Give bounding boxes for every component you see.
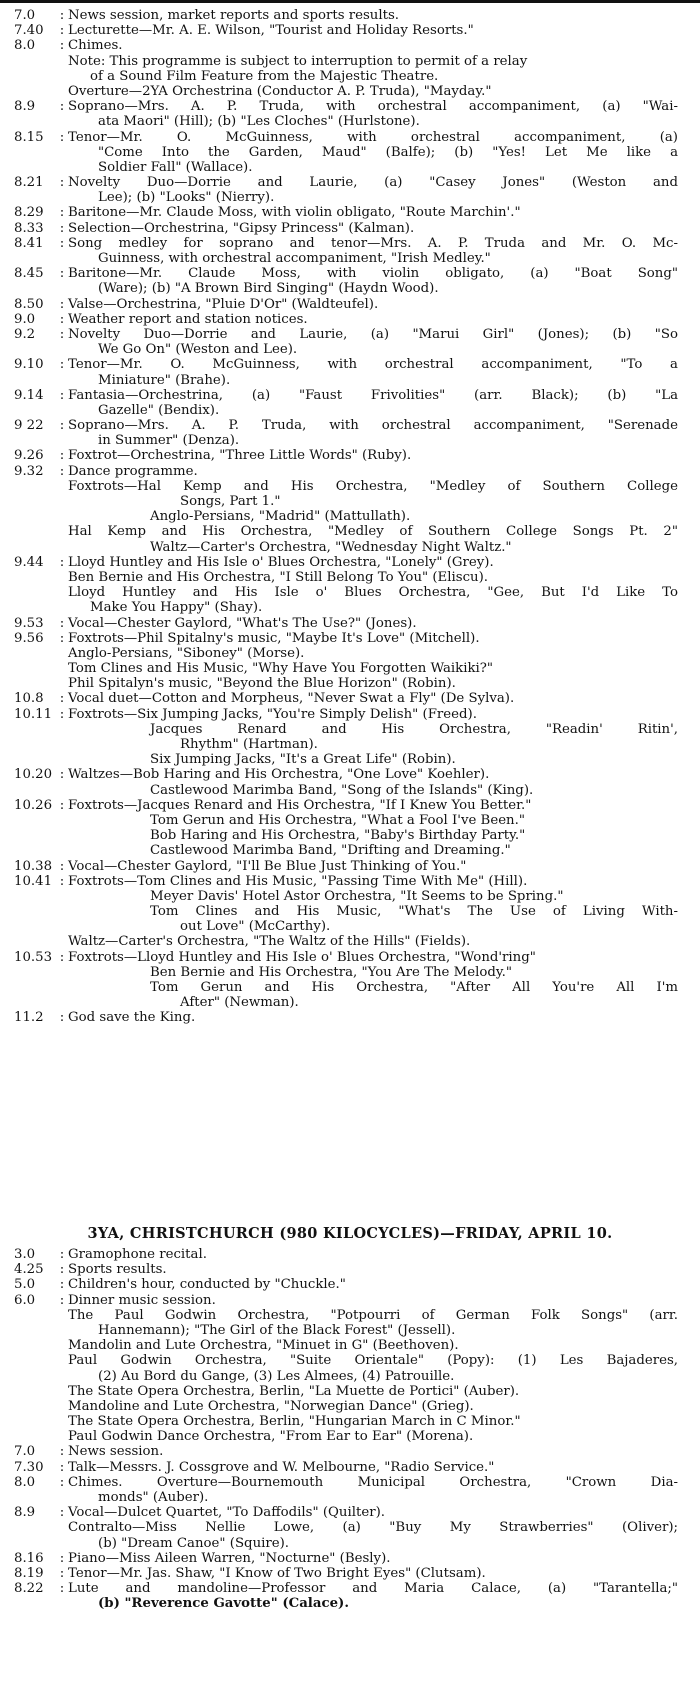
programme-line: [0, 1353, 700, 1368]
programme-line: [0, 1566, 700, 1581]
programme-text: Soldier Fall" (Wallace).: [98, 159, 253, 175]
programme-text: Songs, Part 1.": [180, 494, 281, 509]
programme-line: [0, 1505, 700, 1520]
programme-text: Foxtrots—Six Jumping Jacks, "You're Simply Delish" (Freed).: [68, 706, 477, 722]
time-separator: :: [59, 691, 65, 707]
time-label: 9.10: [14, 357, 44, 373]
programme-text: Hal Kemp and His Orchestra, "Medley of Southern College Songs Pt. 2": [68, 524, 678, 540]
time-separator: :: [59, 175, 65, 191]
programme-line: [0, 175, 700, 190]
programme-text: Lee); (b) "Looks" (Nierry).: [98, 190, 275, 206]
programme-line: [0, 524, 700, 539]
programme-line: [0, 494, 700, 509]
time-label: 10.26: [14, 797, 53, 813]
time-label: 9.2: [14, 326, 36, 342]
programme-line: [0, 1010, 700, 1025]
programme-text: (b) "Dream Canoe" (Squire).: [98, 1535, 290, 1551]
programme-text: Tenor—Mr. O. McGuinness, with orchestral accompaniment, (a): [68, 129, 678, 145]
programme-text: Foxtrot—Orchestrina, "Three Little Words" (Ruby).: [68, 448, 412, 464]
time-label: 10.20: [14, 767, 53, 783]
programme-text: Tenor—Mr. Jas. Shaw, "I Know of Two Bright Eyes" (Clutsam).: [68, 1565, 486, 1581]
time-label: 10.11: [14, 706, 53, 722]
programme-line: [0, 342, 700, 357]
programme-text: We Go On" (Weston and Lee).: [98, 342, 298, 358]
programme-text: Chimes. Overture—Bournemouth Municipal Orchestra, "Crown Dia-: [68, 1474, 678, 1490]
programme-text: Talk—Messrs. J. Cossgrove and W. Melbourne, "Radio Service.": [68, 1459, 495, 1475]
programme-text: Foxtrots—Hal Kemp and His Orchestra, "Medley of Southern College: [68, 478, 678, 494]
time-label: 8.45: [14, 266, 44, 282]
programme-text: Tom Clines and His Music, "Why Have You Forgotten Waikiki?": [68, 661, 494, 677]
time-label: 8.22: [14, 1581, 44, 1597]
programme-text: Baritone—Mr. Claude Moss, with violin obligato, (a) "Boat Song": [68, 266, 678, 282]
programme-line: [0, 251, 700, 266]
time-label: 8.16: [14, 1550, 44, 1566]
time-separator: :: [59, 1444, 65, 1460]
programme-text: Waltz—Carter's Orchestra, "Wednesday Night Waltz.": [150, 539, 512, 555]
time-label: 11.2: [14, 1010, 44, 1026]
programme-line: [0, 570, 700, 585]
time-label: 7.30: [14, 1459, 44, 1475]
time-separator: :: [59, 1292, 65, 1308]
programme-text: Dance programme.: [68, 463, 198, 479]
programme-text: Mandoline and Lute Orchestra, "Norwegian Dance" (Grieg).: [68, 1398, 474, 1414]
programme-text: Fantasia—Orchestrina, (a) "Faust Frivolities" (arr. Black); (b) "La: [68, 387, 678, 403]
programme-line: [0, 676, 700, 691]
time-label: 10.53: [14, 949, 53, 965]
programme-text: Weather report and station notices.: [68, 311, 308, 327]
programme-line: [0, 661, 700, 676]
programme-line: [0, 479, 700, 494]
time-separator: :: [59, 630, 65, 646]
time-separator: :: [59, 205, 65, 221]
programme-line: [0, 99, 700, 114]
time-label: 8.15: [14, 129, 44, 145]
time-separator: :: [59, 1565, 65, 1581]
programme-line: [0, 1399, 700, 1414]
time-label: 6.0: [14, 1292, 36, 1308]
programme-text: God save the King.: [68, 1010, 196, 1026]
time-separator: :: [59, 949, 65, 965]
programme-text: (Ware); (b) "A Brown Bird Singing" (Haydn Wood).: [98, 281, 439, 297]
programme-line: [0, 1551, 700, 1566]
christchurch-programme-section: [0, 1247, 700, 1612]
programme-line: [0, 509, 700, 524]
time-label: 9.44: [14, 554, 44, 570]
time-label: 9.53: [14, 615, 44, 631]
programme-line: [0, 1490, 700, 1505]
programme-line: [0, 555, 700, 570]
programme-text: Phil Spitalyn's music, "Beyond the Blue Horizon" (Robin).: [68, 676, 456, 692]
time-label: 7.40: [14, 23, 44, 39]
time-separator: :: [59, 418, 65, 434]
time-separator: :: [59, 858, 65, 874]
time-separator: :: [59, 38, 65, 54]
programme-line: [0, 312, 700, 327]
time-label: 8.19: [14, 1565, 44, 1581]
time-separator: :: [59, 296, 65, 312]
programme-line: [0, 1247, 700, 1262]
time-label: 8.41: [14, 235, 44, 251]
programme-text: Vocal—Dulcet Quartet, "To Daffodils" (Quilter).: [68, 1505, 385, 1521]
programme-line: [0, 23, 700, 38]
programme-line: [0, 859, 700, 874]
programme-text: After" (Newman).: [180, 995, 299, 1011]
time-label: 9.26: [14, 448, 44, 464]
time-separator: :: [59, 326, 65, 342]
programme-line: [0, 980, 700, 995]
time-label: 8.50: [14, 296, 44, 312]
time-separator: :: [59, 1277, 65, 1293]
programme-line: [0, 297, 700, 312]
programme-text: Mandolin and Lute Orchestra, "Minuet in G" (Beethoven).: [68, 1338, 459, 1354]
programme-text: Hannemann); "The Girl of the Black Forest" (Jessell).: [98, 1322, 456, 1338]
programme-line: [0, 1262, 700, 1277]
programme-line: [0, 646, 700, 661]
programme-text: Chimes.: [68, 38, 123, 54]
time-separator: :: [59, 1505, 65, 1521]
programme-text: Vocal—Chester Gaylord, "What's The Use?" (Jones).: [68, 615, 417, 631]
programme-text: Foxtrots—Lloyd Huntley and His Isle o' Blues Orchestra, "Wond'ring": [68, 949, 536, 965]
programme-text: ata Maori" (Hill); (b) "Les Cloches" (Hurlstone).: [98, 114, 420, 130]
programme-line: [0, 145, 700, 160]
programme-line: [0, 904, 700, 919]
programme-text: monds" (Auber).: [98, 1490, 209, 1505]
programme-line: [0, 1444, 700, 1459]
programme-text: Rhythm" (Hartman).: [180, 737, 318, 752]
programme-line: [0, 1536, 700, 1551]
programme-line: [0, 1369, 700, 1384]
programme-text: Foxtrots—Jacques Renard and His Orchestra, "If I Knew You Better.": [68, 797, 532, 813]
programme-text: Waltzes—Bob Haring and His Orchestra, "One Love" Koehler).: [68, 767, 490, 783]
time-separator: :: [59, 311, 65, 327]
programme-line: [0, 934, 700, 949]
time-label: 4.25: [14, 1262, 44, 1278]
programme-text: Ben Bernie and His Orchestra, "I Still Belong To You" (Eliscu).: [68, 569, 488, 585]
programme-line: [0, 281, 700, 296]
time-label: 10.38: [14, 858, 53, 874]
wellington-programme-section: [0, 8, 700, 1026]
time-label: 8.21: [14, 175, 44, 191]
time-separator: :: [59, 266, 65, 282]
time-separator: :: [59, 220, 65, 236]
programme-line: [0, 1308, 700, 1323]
programme-text: (b) "Reverence Gavotte" (Calace).: [98, 1596, 349, 1612]
time-label: 9 22: [14, 418, 44, 434]
programme-line: [0, 965, 700, 980]
programme-line: [0, 433, 700, 448]
programme-text: Baritone—Mr. Claude Moss, with violin obligato, "Route Marchin'.": [68, 205, 521, 221]
programme-text: Gazelle" (Bendix).: [98, 402, 220, 418]
programme-line: [0, 1520, 700, 1535]
programme-line: [0, 813, 700, 828]
programme-line: [0, 190, 700, 205]
programme-text: Paul Godwin Orchestra, "Suite Orientale" (Popy): (1) Les Bajaderes,: [68, 1353, 678, 1369]
programme-text: The State Opera Orchestra, Berlin, "La Muette de Portici" (Auber).: [68, 1383, 520, 1399]
time-separator: :: [59, 1262, 65, 1278]
programme-text: Dinner music session.: [68, 1292, 216, 1308]
time-separator: :: [59, 1010, 65, 1026]
programme-line: [0, 1596, 700, 1611]
programme-line: [0, 1384, 700, 1399]
programme-text: Meyer Davis' Hotel Astor Orchestra, "It Seems to be Spring.": [150, 888, 564, 904]
programme-line: [0, 874, 700, 889]
time-separator: :: [59, 1581, 65, 1597]
programme-line: [0, 464, 700, 479]
time-label: 10.8: [14, 691, 44, 707]
programme-text: The State Opera Orchestra, Berlin, "Hungarian March in C Minor.": [68, 1414, 521, 1430]
programme-text: Miniature" (Brahe).: [98, 372, 231, 388]
programme-line: [0, 69, 700, 84]
time-separator: :: [59, 129, 65, 145]
programme-line: [0, 236, 700, 251]
programme-line: [0, 1277, 700, 1292]
programme-line: [0, 388, 700, 403]
programme-text: The Paul Godwin Orchestra, "Potpourri of German Folk Songs" (arr.: [68, 1307, 678, 1323]
time-separator: :: [59, 554, 65, 570]
time-label: 8.0: [14, 38, 36, 54]
programme-line: [0, 828, 700, 843]
programme-text: Tom Clines and His Music, "What's The Use of Living With-: [150, 904, 678, 920]
programme-text: Castlewood Marimba Band, "Song of the Islands" (King).: [150, 782, 534, 798]
time-label: 9.56: [14, 630, 44, 646]
time-label: 7.0: [14, 8, 36, 23]
time-separator: :: [59, 463, 65, 479]
time-separator: :: [59, 1550, 65, 1566]
time-label: 9.14: [14, 387, 44, 403]
time-label: 7.0: [14, 1444, 36, 1460]
programme-line: [0, 843, 700, 858]
time-label: 3.0: [14, 1247, 36, 1262]
programme-line: [0, 266, 700, 281]
programme-text: Bob Haring and His Orchestra, "Baby's Birthday Party.": [150, 828, 526, 844]
programme-line: [0, 205, 700, 220]
time-separator: :: [59, 448, 65, 464]
programme-text: out Love" (McCarthy).: [180, 919, 331, 935]
programme-text: Lloyd Huntley and His Isle o' Blues Orchestra, "Gee, But I'd Like To: [68, 585, 678, 601]
programme-line: [0, 616, 700, 631]
programme-text: Piano—Miss Aileen Warren, "Nocturne" (Besly).: [68, 1550, 391, 1566]
programme-text: Tom Gerun and His Orchestra, "What a Fool I've Been.": [150, 812, 525, 828]
programme-line: [0, 919, 700, 934]
programme-text: Waltz—Carter's Orchestra, "The Waltz of the Hills" (Fields).: [68, 934, 471, 950]
time-separator: :: [59, 797, 65, 813]
programme-text: Six Jumping Jacks, "It's a Great Life" (Robin).: [150, 752, 456, 768]
time-label: 8.9: [14, 1505, 36, 1521]
programme-text: in Summer" (Denza).: [98, 433, 240, 449]
programme-line: [0, 114, 700, 129]
programme-text: Ben Bernie and His Orchestra, "You Are The Melody.": [150, 964, 512, 980]
programme-text: Guinness, with orchestral accompaniment, "Irish Medley.": [98, 251, 491, 266]
programme-line: [0, 889, 700, 904]
programme-line: [0, 403, 700, 418]
programme-line: [0, 1293, 700, 1308]
time-label: 5.0: [14, 1277, 36, 1293]
programme-line: [0, 38, 700, 53]
time-label: 8.33: [14, 220, 44, 236]
time-separator: :: [59, 767, 65, 783]
time-label: 8.0: [14, 1474, 36, 1490]
programme-text: Novelty Duo—Dorrie and Laurie, (a) "Marui Girl" (Jones); (b) "So: [68, 326, 678, 342]
time-separator: :: [59, 99, 65, 115]
programme-text: Castlewood Marimba Band, "Drifting and Dreaming.": [150, 843, 511, 859]
programme-text: Song medley for soprano and tenor—Mrs. A. P. Truda and Mr. O. Mc-: [68, 235, 678, 251]
programme-line: [0, 783, 700, 798]
programme-line: [0, 1338, 700, 1353]
time-label: 9.32: [14, 463, 44, 479]
programme-text: Lecturette—Mr. A. E. Wilson, "Tourist and Holiday Resorts.": [68, 23, 474, 39]
station-heading: 3YA, CHRISTCHURCH (980 KILOCYCLES)—FRIDAY, APRIL 10.: [87, 1225, 613, 1242]
programme-text: "Come Into the Garden, Maud" (Balfe); (b) "Yes! Let Me like a: [98, 144, 678, 160]
programme-text: Lloyd Huntley and His Isle o' Blues Orchestra, "Lonely" (Grey).: [68, 554, 494, 570]
programme-line: [0, 8, 700, 23]
programme-line: [0, 722, 700, 737]
time-label: 8.29: [14, 205, 44, 221]
programme-text: Anglo-Persians, "Siboney" (Morse).: [68, 645, 305, 661]
time-separator: :: [59, 387, 65, 403]
time-separator: :: [59, 235, 65, 251]
programme-text: Contralto—Miss Nellie Lowe, (a) "Buy My Strawberries" (Oliver);: [68, 1520, 678, 1536]
programme-text: News session.: [68, 1444, 164, 1460]
programme-text: Novelty Duo—Dorrie and Laurie, (a) "Casey Jones" (Weston and: [68, 175, 678, 191]
time-separator: :: [59, 357, 65, 373]
time-label: 9.0: [14, 311, 36, 327]
programme-line: [0, 752, 700, 767]
programme-line: [0, 1581, 700, 1596]
programme-line: [0, 600, 700, 615]
programme-text: Soprano—Mrs. A. P. Truda, with orchestral accompaniment, (a) "Wai-: [68, 99, 678, 115]
time-label: 8.9: [14, 99, 36, 115]
time-separator: :: [59, 706, 65, 722]
programme-text: Vocal duet—Cotton and Morpheus, "Never Swat a Fly" (De Sylva).: [68, 691, 515, 707]
time-label: 10.41: [14, 873, 53, 889]
programme-text: Foxtrots—Tom Clines and His Music, "Passing Time With Me" (Hill).: [68, 873, 528, 889]
programme-text: Foxtrots—Phil Spitalny's music, "Maybe It's Love" (Mitchell).: [68, 630, 480, 646]
time-separator: :: [59, 1247, 65, 1262]
programme-line: [0, 707, 700, 722]
top-rule: [0, 0, 700, 3]
programme-text: Vocal—Chester Gaylord, "I'll Be Blue Just Thinking of You.": [68, 858, 467, 874]
programme-line: [0, 540, 700, 555]
programme-line: [0, 84, 700, 99]
programme-text: Overture—2YA Orchestrina (Conductor A. P. Truda), "Mayday.": [68, 83, 492, 99]
programme-line: [0, 767, 700, 782]
programme-line: [0, 130, 700, 145]
programme-line: [0, 54, 700, 69]
programme-text: Paul Godwin Dance Orchestra, "From Ear to Ear" (Morena).: [68, 1429, 474, 1445]
programme-line: [0, 995, 700, 1010]
programme-text: Gramophone recital.: [68, 1247, 207, 1262]
programme-line: [0, 631, 700, 646]
time-separator: :: [59, 8, 65, 23]
programme-line: [0, 418, 700, 433]
programme-line: [0, 691, 700, 706]
time-separator: :: [59, 873, 65, 889]
programme-line: [0, 1475, 700, 1490]
programme-line: [0, 221, 700, 236]
programme-line: [0, 1429, 700, 1444]
programme-line: [0, 737, 700, 752]
programme-line: [0, 373, 700, 388]
programme-text: Make You Happy" (Shay).: [90, 600, 263, 616]
programme-line: [0, 950, 700, 965]
programme-text: Anglo-Persians, "Madrid" (Mattullath).: [150, 509, 411, 525]
programme-text: Jacques Renard and His Orchestra, "Readin' Ritin',: [150, 721, 678, 737]
time-separator: :: [59, 1459, 65, 1475]
programme-line: [0, 798, 700, 813]
programme-line: [0, 585, 700, 600]
programme-line: [0, 1460, 700, 1475]
time-separator: :: [59, 615, 65, 631]
time-separator: :: [59, 1474, 65, 1490]
programme-text: Sports results.: [68, 1262, 167, 1278]
programme-text: Children's hour, conducted by "Chuckle.": [68, 1277, 346, 1293]
programme-text: Lute and mandoline—Professor and Maria Calace, (a) "Tarantella;": [68, 1581, 678, 1597]
programme-text: Tenor—Mr. O. McGuinness, with orchestral accompaniment, "To a: [68, 357, 678, 373]
programme-line: [0, 327, 700, 342]
programme-text: Selection—Orchestrina, "Gipsy Princess" (Kalman).: [68, 220, 415, 236]
programme-text: (2) Au Bord du Gange, (3) Les Almees, (4) Patrouille.: [98, 1368, 455, 1384]
programme-text: Valse—Orchestrina, "Pluie D'Or" (Waldteufel).: [68, 296, 379, 312]
programme-line: [0, 1414, 700, 1429]
programme-line: [0, 160, 700, 175]
programme-text: Tom Gerun and His Orchestra, "After All You're All I'm: [150, 980, 678, 995]
programme-line: [0, 1323, 700, 1338]
programme-text: News session, market reports and sports results.: [68, 8, 400, 23]
time-separator: :: [59, 23, 65, 39]
programme-line: [0, 448, 700, 463]
programme-text: Note: This programme is subject to interruption to permit of a relay: [68, 53, 528, 69]
programme-text: of a Sound Film Feature from the Majestic Theatre.: [90, 68, 439, 84]
programme-line: [0, 357, 700, 372]
programme-text: Soprano—Mrs. A. P. Truda, with orchestral accompaniment, "Serenade: [68, 418, 678, 434]
